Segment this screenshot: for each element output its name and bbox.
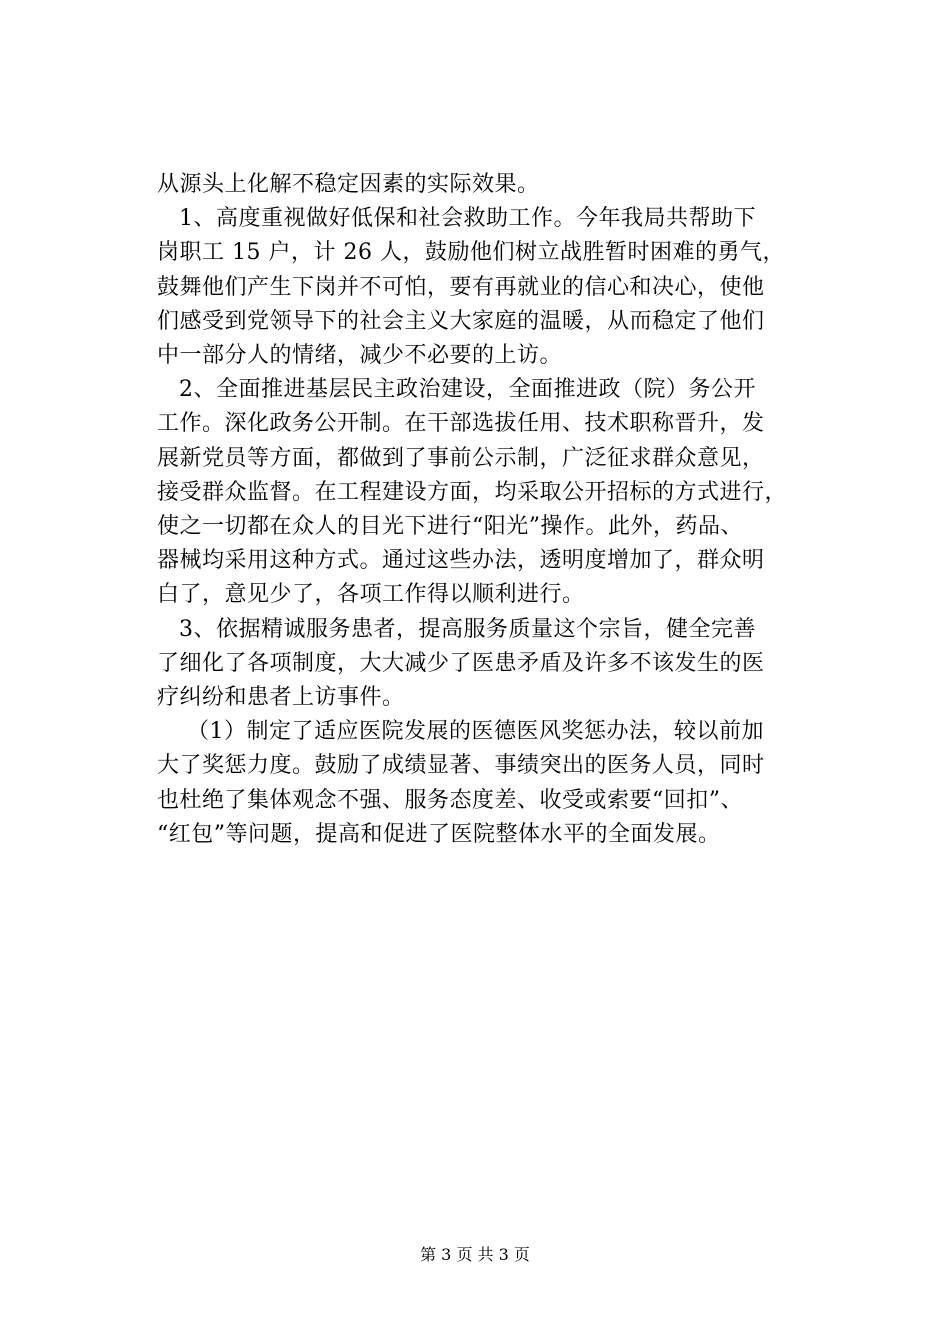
- text-line: 接受群众监督。在工程建设方面，均采取公开招标的方式进行，: [157, 479, 788, 505]
- text-line: 也杜绝了集体观念不强、服务态度差、收受或索要“回扣”、: [157, 787, 743, 813]
- text-line: 使之一切都在众人的目光下进行“阳光”操作。此外，药品、: [157, 514, 743, 540]
- text-line: 们感受到党领导下的社会主义大家庭的温暖，从而稳定了他们: [157, 308, 765, 334]
- text-line: 工作。深化政务公开制。在干部选拔任用、技术职称晋升，发: [157, 411, 765, 437]
- text-line: 疗纠纷和患者上访事件。: [157, 685, 405, 711]
- text-line: 了细化了各项制度，大大减少了医患矛盾及许多不该发生的医: [157, 650, 765, 676]
- text-line: 鼓舞他们产生下岗并不可怕，要有再就业的信心和决心，使他: [157, 274, 765, 300]
- text-line: 1、高度重视做好低保和社会救助工作。今年我局共帮助下: [179, 206, 756, 232]
- text-line: （1）制定了适应医院发展的医德医风奖惩办法，较以前加: [187, 719, 764, 745]
- text-line: 白了，意见少了，各项工作得以顺利进行。: [157, 582, 585, 608]
- document-body: [157, 168, 837, 852]
- text-line: 从源头上化解不稳定因素的实际效果。: [157, 172, 540, 197]
- text-line: “红包”等问题，提高和促进了医院整体水平的全面发展。: [157, 821, 721, 847]
- text-line: 展新党员等方面，都做到了事前公示制，广泛征求群众意见，: [157, 445, 765, 471]
- text-line: 中一部分人的情绪，减少不必要的上访。: [157, 343, 563, 369]
- text-line: 2、全面推进基层民主政治建设，全面推进政（院）务公开: [179, 377, 756, 403]
- text-line: 器械均采用这种方式。通过这些办法，透明度增加了，群众明: [157, 548, 765, 574]
- text-line: 大了奖惩力度。鼓励了成绩显著、事绩突出的医务人员，同时: [157, 753, 765, 779]
- page-number-footer: 第 3 页 共 3 页: [420, 1245, 530, 1264]
- text-line: 3、依据精诚服务患者，提高服务质量这个宗旨，健全完善: [179, 616, 756, 642]
- text-line: 岗职工 15 户，计 26 人，鼓励他们树立战胜暂时困难的勇气，: [157, 240, 785, 266]
